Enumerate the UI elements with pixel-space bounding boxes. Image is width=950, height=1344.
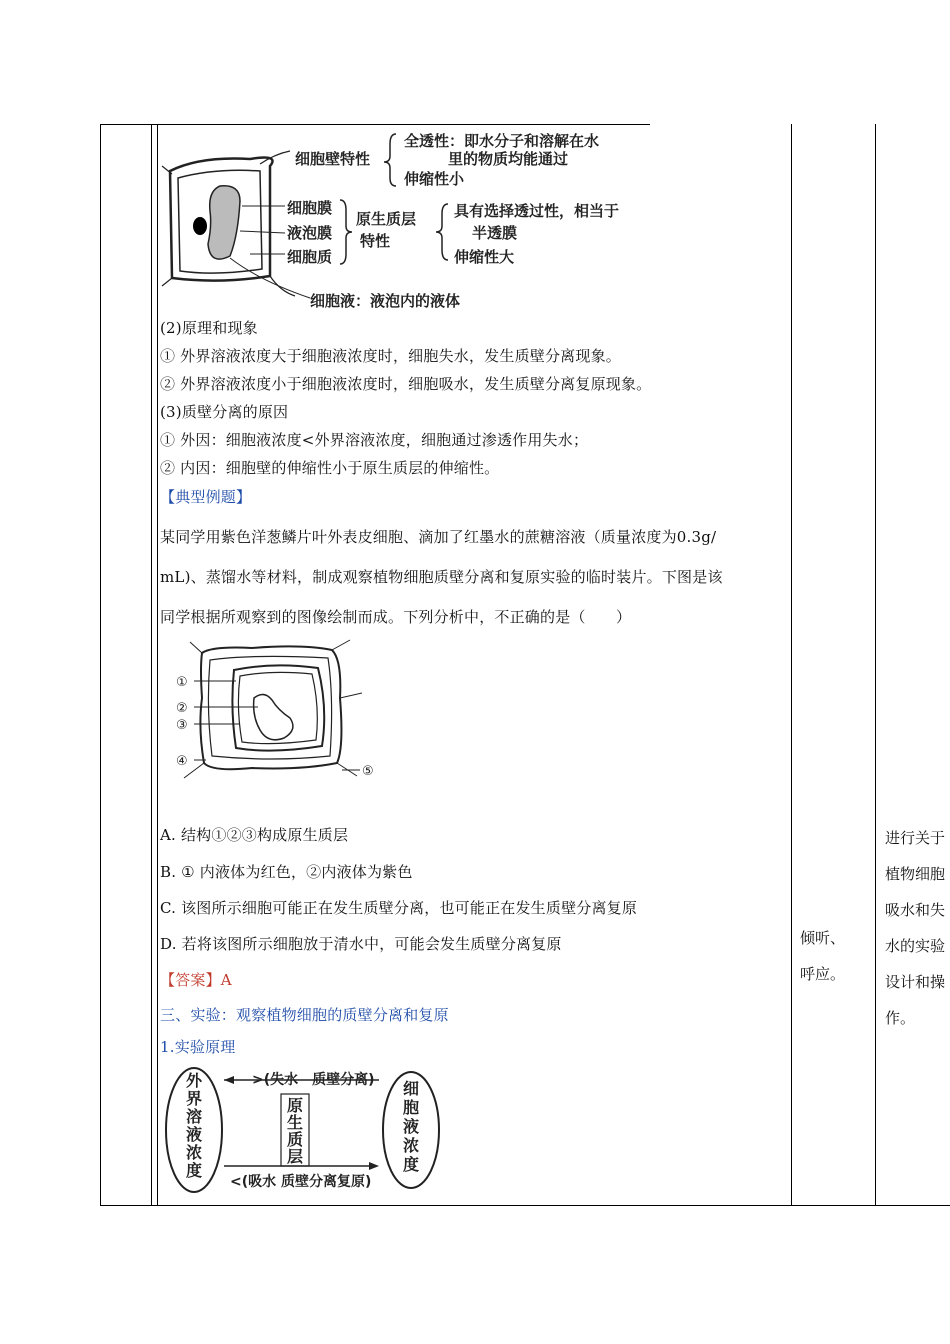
wall-stretch-label: 伸缩性小 [404, 170, 465, 188]
principle-item-1: ① 外界溶液浓度大于细胞液浓度时，细胞失水，发生质壁分离现象。 [160, 347, 621, 365]
experiment-principle-figure [164, 1066, 444, 1194]
svg-text:度: 度 [403, 1155, 420, 1174]
design-intent-line-5: 设计和操 [885, 973, 946, 991]
cell-structure-figure [160, 126, 660, 311]
column-divider-3 [875, 124, 876, 1206]
design-intent [885, 820, 950, 1036]
fig2-label-3: ③ [176, 718, 188, 733]
fig2-label-1: ① [176, 675, 188, 690]
middle-box-text [287, 1096, 303, 1166]
example-heading: 【典型例题】 [160, 488, 252, 506]
protoplast-props-label-2: 特性 [360, 232, 391, 250]
bottom-arrow-label: <(吸水 质壁分离复原) [230, 1174, 372, 1190]
svg-text:层: 层 [287, 1147, 304, 1166]
design-intent-line-3: 吸水和失 [885, 901, 946, 919]
bottom-border [100, 1205, 950, 1206]
column-divider-1 [151, 124, 152, 1206]
tonoplast-label: 液泡膜 [287, 224, 333, 242]
section-3-heading: 三、实验：观察植物细胞的质壁分离和复原 [160, 1006, 449, 1024]
svg-text:生: 生 [287, 1113, 304, 1132]
selective-label: 具有选择透过性，相当于 [454, 202, 620, 220]
question-line-2: mL)、蒸馏水等材料，制成观察植物细胞质壁分离和复原实验的临时装片。下图是该 [160, 568, 723, 586]
svg-text:界: 界 [186, 1089, 203, 1108]
design-intent-line-4: 水的实验 [885, 937, 946, 955]
column-divider-2 [791, 124, 792, 1206]
answer-text: 【答案】A [160, 971, 232, 989]
option-a: A. 结构①②③构成原生质层 [160, 826, 349, 844]
student-activity-line-2: 呼应。 [800, 965, 846, 983]
column-divider-1b [157, 124, 158, 1206]
svg-text:外: 外 [186, 1071, 203, 1090]
fig2-label-4: ④ [176, 754, 188, 769]
cell-sap-label: 细胞液：液泡内的液体 [310, 292, 461, 310]
principle-heading: (2)原理和现象 [160, 319, 258, 337]
cause-item-1: ① 外因：细胞液浓度<外界溶液浓度，细胞通过渗透作用失水； [160, 431, 589, 449]
svg-text:度: 度 [186, 1161, 203, 1180]
svg-text:液: 液 [403, 1117, 420, 1136]
left-oval-text [186, 1071, 203, 1180]
cause-item-2: ② 内因：细胞壁的伸缩性小于原生质层的伸缩性。 [160, 459, 500, 477]
svg-text:细: 细 [403, 1079, 420, 1098]
principle-item-2: ② 外界溶液浓度小于细胞液浓度时，细胞吸水，发生质壁分离复原现象。 [160, 375, 652, 393]
svg-text:胞: 胞 [403, 1098, 420, 1117]
design-intent-line-1: 进行关于 [885, 829, 946, 847]
answer [160, 969, 232, 990]
svg-text:质: 质 [287, 1130, 304, 1149]
cause-heading: (3)质壁分离的原因 [160, 403, 289, 421]
wall-perm-label: 全透性：即水分子和溶解在水 [404, 132, 600, 150]
stretch-big-label: 伸缩性大 [454, 248, 515, 266]
student-activity-line-1: 倾听、 [800, 929, 846, 947]
fig2-label-2: ② [176, 701, 188, 716]
plasmolysis-cell-figure [172, 638, 382, 790]
right-oval-text [403, 1079, 419, 1174]
svg-text:原: 原 [287, 1096, 304, 1115]
svg-text:液: 液 [186, 1125, 203, 1144]
wall-perm-label-2: 里的物质均能通过 [448, 150, 569, 168]
experiment-principle-heading: 1.实验原理 [160, 1038, 236, 1056]
option-c: C. 该图所示细胞可能正在发生质壁分离，也可能正在发生质壁分离复原 [160, 899, 638, 917]
design-intent-line-6: 作。 [885, 1009, 916, 1027]
svg-text:浓: 浓 [186, 1143, 203, 1162]
option-b: B. ① 内液体为红色，②内液体为紫色 [160, 863, 413, 881]
protoplast-props-label: 原生质层 [356, 210, 417, 228]
membrane-label: 细胞膜 [287, 199, 333, 217]
svg-text:溶: 溶 [186, 1107, 203, 1126]
svg-text:浓: 浓 [403, 1136, 420, 1155]
wall-props-label: 细胞壁特性 [295, 150, 371, 168]
design-intent-line-2: 植物细胞 [885, 865, 946, 883]
question-line-1: 某同学用紫色洋葱鳞片叶外表皮细胞、滴加了红墨水的蔗糖溶液（质量浓度为0.3g/ [160, 528, 717, 546]
top-border [100, 124, 650, 125]
selective-label-2: 半透膜 [472, 224, 518, 242]
question-line-3: 同学根据所观察到的图像绘制而成。下列分析中，不正确的是（ ） [160, 608, 632, 626]
option-d: D. 若将该图所示细胞放于清水中，可能会发生质壁分离复原 [160, 935, 562, 953]
fig2-label-5: ⑤ [362, 764, 374, 779]
cytoplasm-label: 细胞质 [287, 248, 333, 266]
left-border [100, 124, 101, 1206]
top-arrow-label: >(失水 质壁分离) [252, 1072, 375, 1088]
student-activity [800, 920, 870, 992]
